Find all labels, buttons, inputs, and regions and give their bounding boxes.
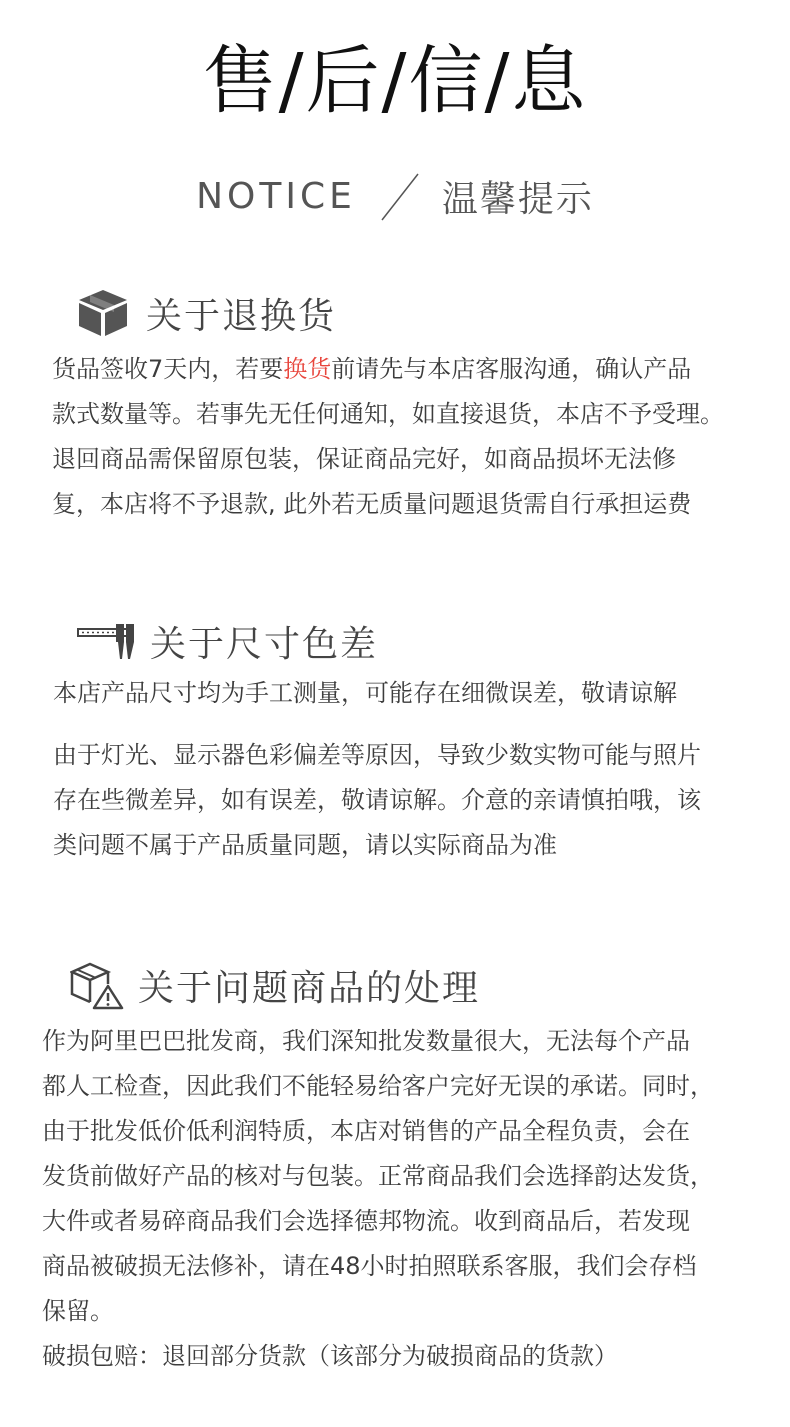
text-line: 本店产品尺寸均为手工测量，可能存在细微误差，敬请谅解 — [53, 679, 677, 707]
page-title: 售/后/信/息 — [202, 38, 588, 124]
text-line: 破损包赔：退回部分货款（该部分为破损商品的货款） — [42, 1342, 618, 1370]
text-line: 类问题不属于产品质量同题，请以实际商品为准 — [53, 831, 557, 859]
text-line: 款式数量等。若事先无任何通知，如直接退货，本店不予受理。 — [52, 400, 724, 428]
section-heading: 关于退换货 — [146, 295, 337, 337]
section-returns-text — [52, 347, 724, 527]
text-line: 保留。 — [42, 1297, 114, 1325]
section-heading: 关于尺寸色差 — [150, 623, 379, 665]
text-line: 大件或者易碎商品我们会选择德邦物流。收到商品后，若发现 — [42, 1207, 690, 1235]
text-line: 复，本店将不予退款, 此外若无质量问题退货需自行承担运费 — [52, 490, 692, 518]
text-line: 由于批发低价低利润特质，本店对销售的产品全程负责，会在 — [42, 1117, 690, 1145]
text-line: 作为阿里巴巴批发商，我们深知批发数量很大，无法每个产品 — [42, 1027, 690, 1055]
text-line: 货品签收7天内，若要换货前请先与本店客服沟通，确认产品 — [52, 355, 692, 383]
caliper-icon — [76, 619, 136, 663]
section-problem-header — [70, 960, 480, 1010]
text-line: 存在些微差异，如有误差，敬请谅解。介意的亲请慎拍哦，该 — [53, 786, 701, 814]
highlight-text: 换货 — [283, 355, 332, 383]
section-returns-header — [76, 288, 336, 338]
damaged-box-warning-icon — [70, 960, 124, 1010]
text-line: 退回商品需保留原包装，保证商品完好，如商品损坏无法修 — [52, 445, 676, 473]
subtitle — [0, 168, 790, 224]
section-problem-text — [42, 1019, 714, 1379]
section-size-text-1 — [53, 671, 677, 716]
slash-divider — [364, 168, 434, 224]
subtitle-cn: 温馨提示 — [441, 178, 594, 220]
subtitle-en: NOTICE — [196, 175, 356, 217]
section-heading: 关于问题商品的处理 — [138, 967, 481, 1009]
box-icon — [76, 288, 130, 338]
text-line: 商品被破损无法修补，请在48小时拍照联系客服，我们会存档 — [42, 1252, 697, 1280]
text-line: 都人工检查，因此我们不能轻易给客户完好无误的承诺。同时， — [42, 1072, 714, 1100]
text-line: 发货前做好产品的核对与包装。正常商品我们会选择韵达发货， — [42, 1162, 714, 1190]
section-size-text-2 — [53, 733, 701, 868]
text-line: 由于灯光、显示器色彩偏差等原因，导致少数实物可能与照片 — [53, 741, 701, 769]
section-size-header — [76, 616, 378, 666]
